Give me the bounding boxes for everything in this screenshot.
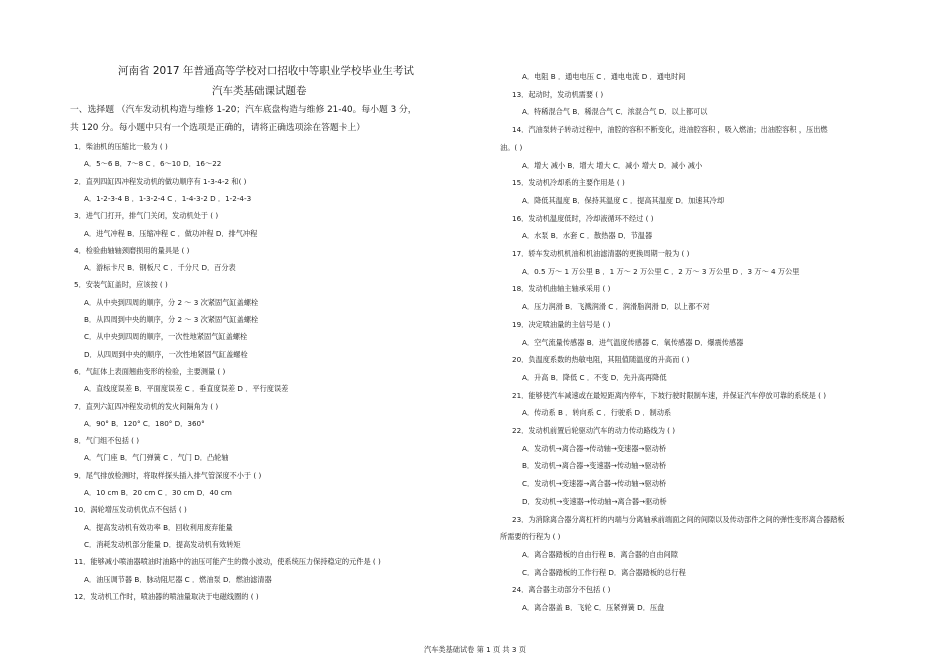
question-stem: 24．离合器主动部分不包括 ( ) [512, 585, 611, 595]
answer-options: A．10 cm B．20 cm C ．30 cm D．40 cm [84, 488, 232, 497]
page-footer: 汽车类基础试卷 第 1 页 共 3 页 [424, 645, 526, 654]
answer-options: A．90° B．120° C．180° D．360° [84, 418, 205, 428]
answer-options: A．降低其温度 B．保持其温度 C ．提高其温度 D．加速其冷却 [522, 195, 725, 205]
answer-options: A．气门座 B．气门弹簧 C ．气门 D．凸轮轴 [84, 453, 229, 463]
answer-options: B．从四周到中央的顺序，分 2 ～ 3 次紧固气缸盖螺栓 [84, 315, 259, 324]
answer-options: A．压力润滑 B．飞溅润滑 C ．润滑脂润滑 D．以上都不对 [522, 302, 710, 312]
question-stem: 11．能够减小喷油器喷油时油路中的油压可能产生的微小波动，使系统压力保持稳定的元件是 ( ) [74, 557, 381, 567]
question-stem: 4．检验曲轴轴颈磨损用的量具是 ( ) [74, 245, 190, 255]
answer-options: A．油压调节器 B．脉动阻尼器 C ．燃油泵 D．燃油滤清器 [84, 574, 272, 584]
answer-options: A．传动系 B ．转向系 C ．行驶系 D ．制动系 [522, 408, 672, 418]
question-stem: 16．发动机温度低时，冷却液循环不经过 ( ) [512, 213, 654, 223]
question-stem: 18．发动机曲轴主轴承采用 ( ) [512, 284, 611, 294]
question-stem: 15．发动机冷却系的主要作用是 ( ) [512, 178, 625, 188]
answer-options: C．离合器踏板的工作行程 D．离合器踏板的总行程 [522, 567, 686, 577]
question-stem: 6．气缸体上表面翘曲变形的检验，主要测量 ( ) [74, 366, 226, 376]
question-stem: 22．发动机前置后轮驱动汽车的动力传动路线为 ( ) [512, 426, 676, 435]
answer-options: A．0.5 万～ 1 万公里 B ．1 万～ 2 万公里 C ．2 万～ 3 万公里 D ．3 万～ 4 万公里 [522, 266, 800, 276]
answer-options: D．发动机→变速器→传动轴→离合器→驱动桥 [522, 496, 667, 506]
answer-options: A．游标卡尺 B．钢板尺 C ．千分尺 D．百分表 [84, 263, 236, 273]
answer-options: A．直线度误差 B．平面度误差 C ．垂直度误差 D ．平行度误差 [84, 384, 289, 394]
answer-options: A．水泵 B．水套 C ．散热器 D．节温器 [522, 231, 653, 241]
question-stem: 19．决定喷油量的主信号是 ( ) [512, 319, 611, 329]
answer-options: C．发动机→变速器→离合器→传动轴→驱动桥 [522, 479, 667, 489]
answer-options: D．从四周到中央的顺序，一次性地紧固气缸盖螺栓 [84, 349, 248, 359]
question-stem: 20．负温度系数的热敏电阻，其阻值随温度的升高而 ( ) [512, 355, 690, 365]
answer-options: 所需要的行程为 ( ) [500, 532, 561, 542]
question-stem: 1．柴油机的压缩比一般为 ( ) [74, 142, 168, 151]
answer-options: C．从中央到四周的顺序，一次性地紧固气缸盖螺栓 [84, 332, 248, 342]
answer-options: A．发动机→离合器→传动轴→变速器→驱动桥 [522, 443, 667, 453]
answer-options: A．1-2-3-4 B ．1-3-2-4 C ．1-4-3-2 D ．1-2-4-3 [84, 193, 252, 203]
question-stem: 21．能够使汽车减速或在最短距离内停车，下坡行驶时限制车速，并保证汽车停放可靠的系统是 ( ) [512, 390, 827, 400]
answer-options: A．5～6 B．7～8 C ．6～10 D．16～22 [84, 159, 222, 169]
question-stem: 7．直列六缸四冲程发动机的发火间隔角为 ( ) [74, 401, 219, 411]
question-stem: 13．起动时，发动机需要 ( ) [512, 89, 604, 99]
answer-options: 油。( ) [500, 142, 523, 152]
answer-options: A．特稀混合气 B．稀混合气 C．浓混合气 D．以上都可以 [522, 107, 708, 117]
question-stem: 2．直列四缸四冲程发动机的做功顺序有 1-3-4-2 和( ) [74, 176, 247, 186]
question-stem: 8．气门组不包括 ( ) [74, 436, 140, 446]
question-stem: 17．轿车发动机机油和机油滤清器的更换周期一般为 ( ) [512, 249, 690, 258]
answer-options: C．消耗发动机部分能量 D．提高发动机有效转矩 [84, 539, 241, 549]
exam-subtitle: 汽车类基础课试题卷 [212, 85, 307, 97]
exam-title: 河南省 2017 年普通高等学校对口招收中等职业学校毕业生考试 [118, 65, 414, 77]
question-stem: 23．为消除离合器分离杠杆的内端与分离轴承前端面之间的间隙以及传动部件之间的弹性变形离合器踏板 [512, 514, 845, 524]
question-stem: 10．涡轮增压发动机优点不包括 ( ) [74, 505, 187, 515]
answer-options: A．离合器踏板的自由行程 B．离合器的自由间隙 [522, 549, 678, 559]
question-stem: 5．安装气缸盖时，应该按 ( ) [74, 280, 168, 290]
answer-options: A．离合器盖 B．飞轮 C．压紧弹簧 D．压盘 [522, 603, 665, 612]
answer-options: A．空气流量传感器 B．进气温度传感器 C．氧传感器 D．爆震传感器 [522, 337, 744, 347]
question-stem: 12．发动机工作时，喷油器的喷油量取决于电磁线圈的 ( ) [74, 591, 259, 601]
answer-options: A．增大 减小 B．增大 增大 C．减小 增大 D．减小 减小 [522, 160, 703, 170]
answer-options: B．发动机→离合器→变速器→传动轴→驱动桥 [522, 461, 667, 471]
question-stem: 14．汽油泵转子转动过程中，油腔的容积不断变化，进油腔容积 ，吸入燃油；出油腔容积 ，压出燃 [512, 125, 828, 135]
section-instructions: 共 120 分。每小题中只有一个选项是正确的，请将正确选项涂在答题卡上） [70, 123, 366, 133]
answer-options: A．从中央到四周的顺序，分 2 ～ 3 次紧固气缸盖螺栓 [84, 297, 259, 307]
question-stem: 3．进气门打开，排气门关闭，发动机处于 ( ) [74, 211, 219, 221]
section-heading: 一、选择题 （汽车发动机构造与维修 1-20；汽车底盘构造与维修 21-40。每小题 3 分， [70, 105, 417, 115]
answer-options: A．电阻 B ．通电电压 C ．通电电流 D ．通电时间 [522, 72, 686, 81]
answer-options: A．升高 B．降低 C ．不变 D．先升高再降低 [522, 372, 667, 382]
answer-options: A．进气冲程 B．压缩冲程 C ．做功冲程 D．排气冲程 [84, 228, 258, 238]
question-stem: 9．尾气排放检测时，将取样探头插入排气管深度不小于 ( ) [74, 470, 262, 480]
answer-options: A．提高发动机有效功率 B．回收利用废弃能量 [84, 522, 233, 532]
